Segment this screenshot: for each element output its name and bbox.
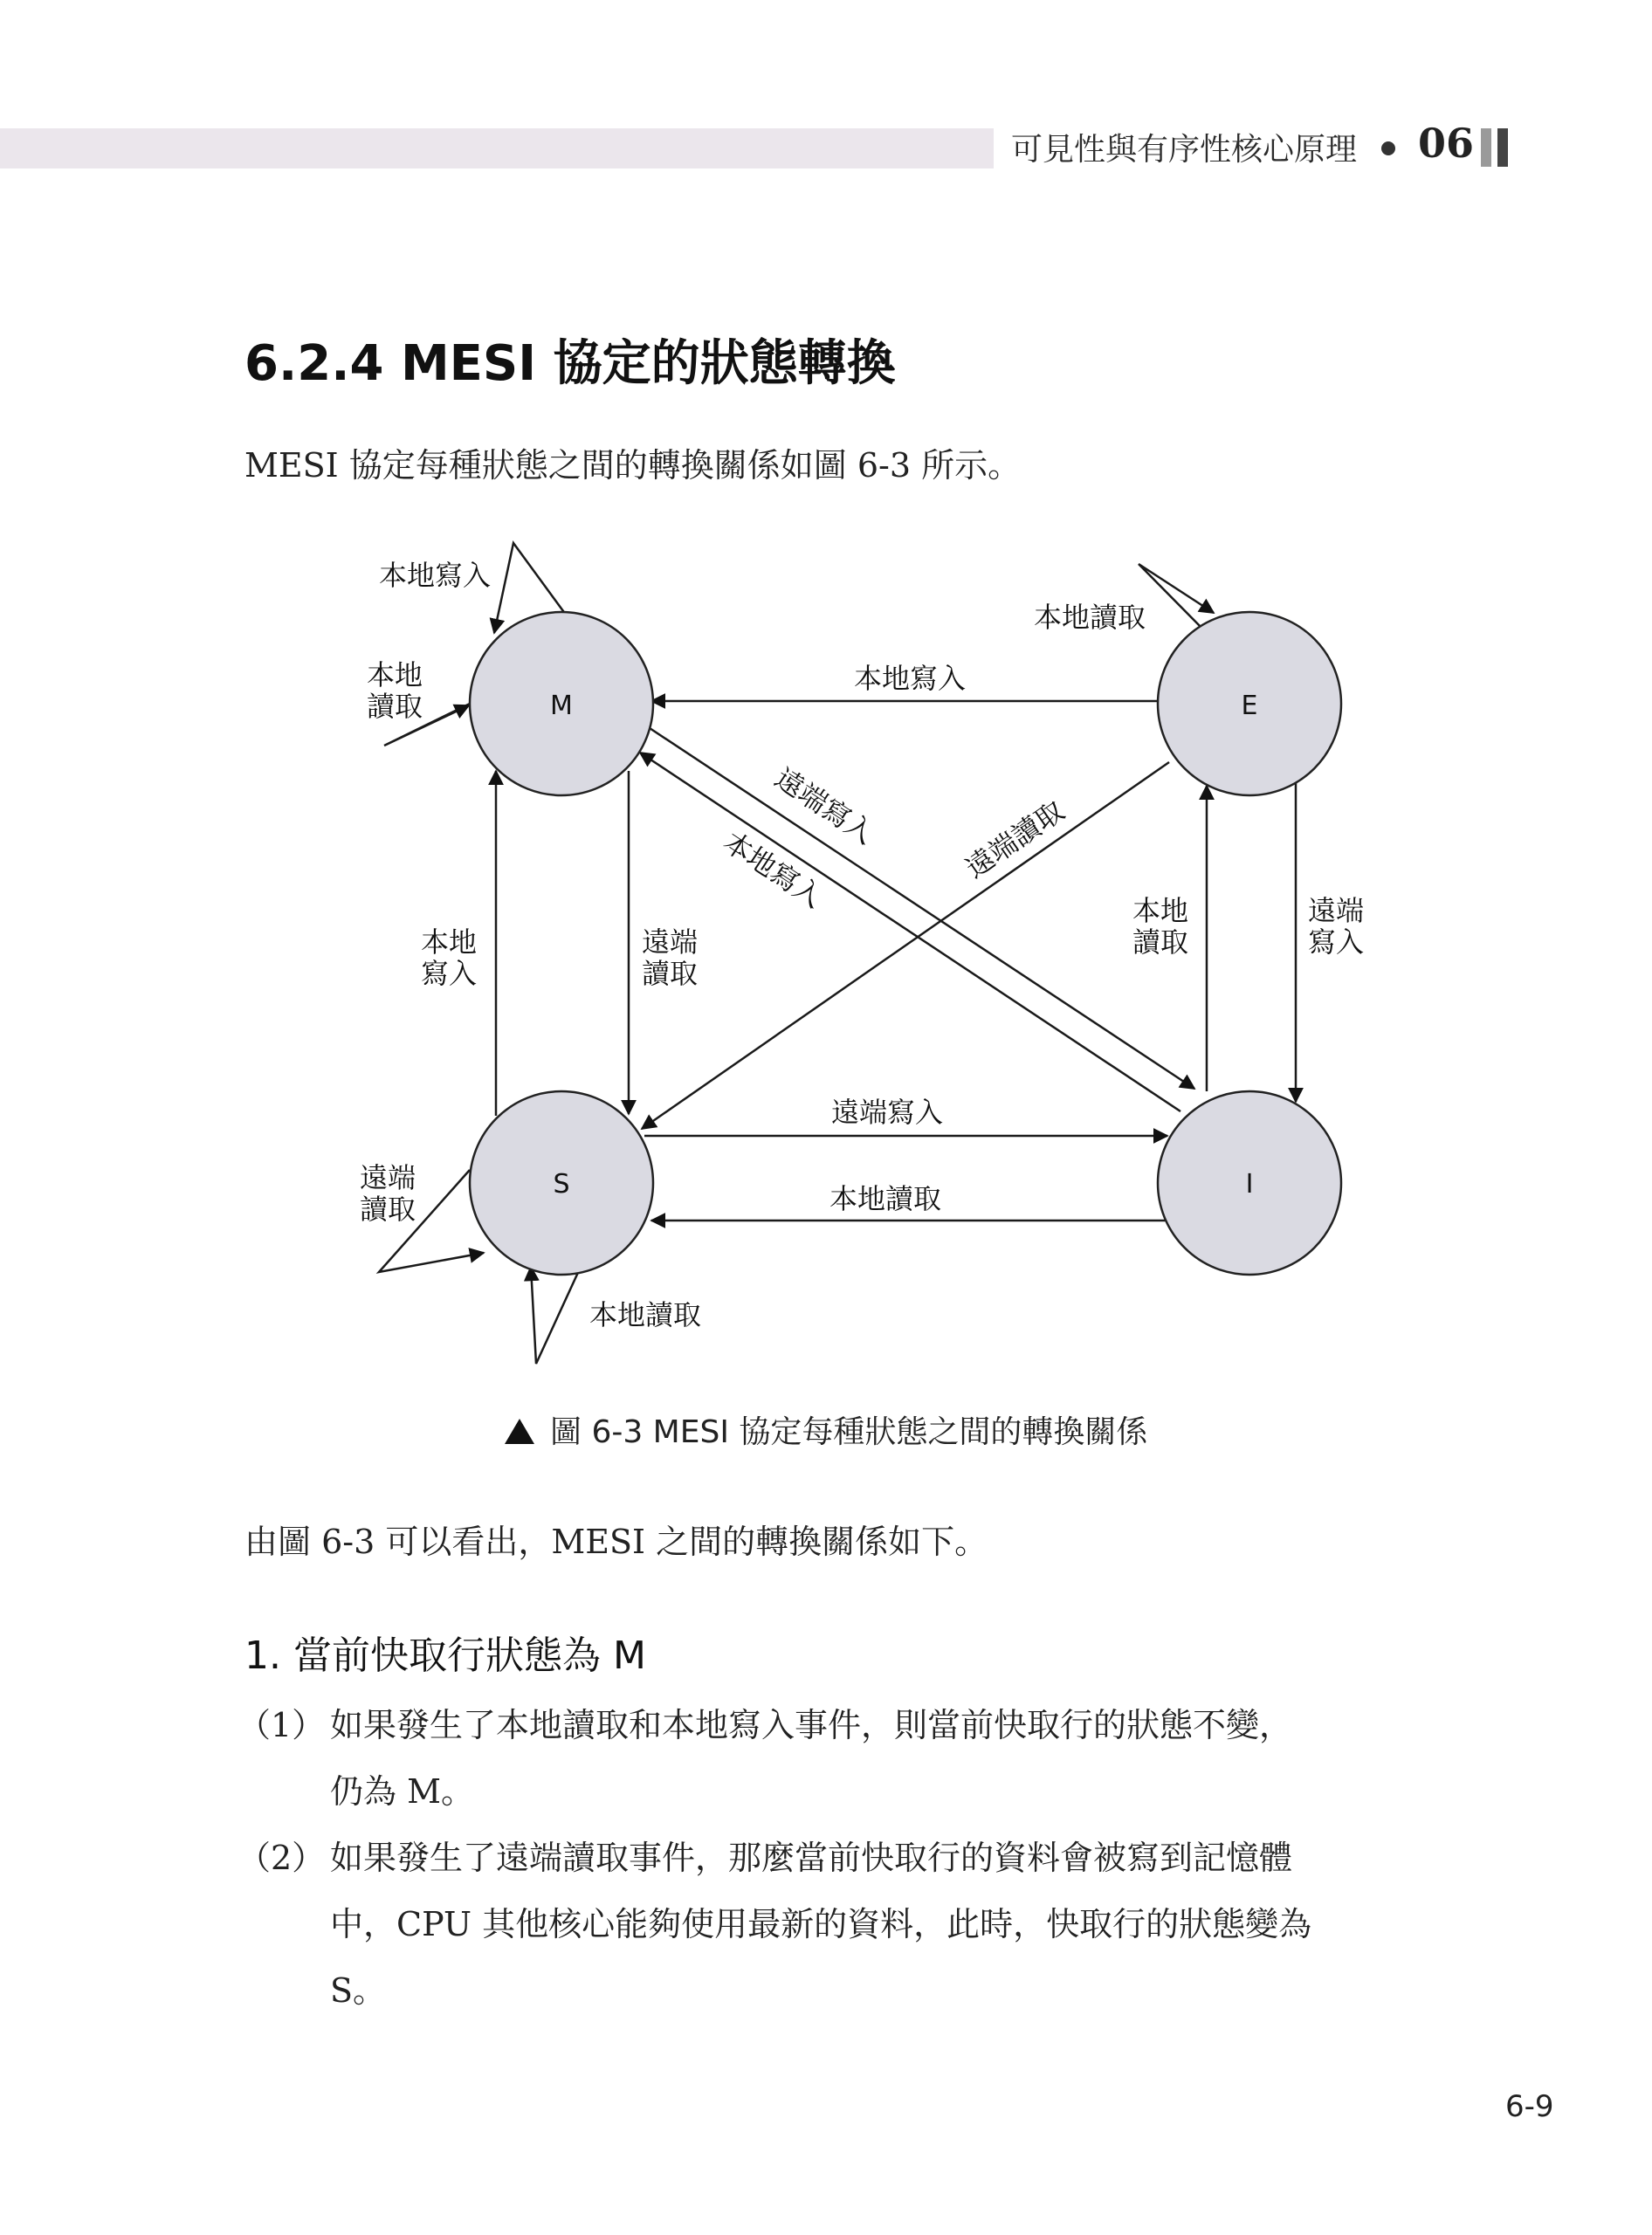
- label-s-self-remote-line1: 遠端: [360, 1161, 416, 1194]
- intro-paragraph: MESI 協定每種狀態之間的轉換關係如圖 6-3 所示。: [244, 446, 1022, 485]
- label-m-to-s-line1: 遠端: [642, 925, 699, 959]
- label-m-to-s-line2: 讀取: [642, 957, 699, 990]
- list-item-line: 如果發生了遠端讀取事件，那麼當前快取行的資料會被寫到記憶體: [330, 1839, 1293, 1877]
- label-m-self-write: 本地寫入: [379, 559, 492, 592]
- label-s-to-m-line2: 寫入: [421, 957, 478, 990]
- figure-caption: [505, 1407, 1147, 1452]
- label-i-to-s: 本地讀取: [829, 1182, 942, 1215]
- label-m-self-read-line1: 本地: [367, 658, 423, 691]
- list-item-number: （1）: [237, 1706, 326, 1744]
- edge-m-to-i: [650, 728, 1194, 1089]
- label-e-to-m: 本地寫入: [854, 662, 967, 695]
- label-s-self-local: 本地讀取: [589, 1298, 702, 1331]
- edge-e-to-s: [642, 762, 1169, 1129]
- label-m-to-i-remote-write: 遠端寫入: [768, 760, 881, 851]
- loop-s-local-read: [531, 1267, 581, 1364]
- list-item-line: 仍為 M。: [330, 1772, 474, 1811]
- section-heading: 6.2.4 MESI 協定的狀態轉換: [244, 335, 896, 392]
- label-m-self-read-line2: 讀取: [367, 690, 423, 723]
- edge-i-to-m: [640, 753, 1180, 1111]
- page-number: 6-9: [1505, 2089, 1554, 2124]
- label-i-to-m-local-write: 本地寫入: [717, 824, 829, 915]
- label-s-to-m-line1: 本地: [421, 925, 478, 959]
- list-item-number: （2）: [237, 1839, 326, 1877]
- label-s-self-remote-line2: 讀取: [360, 1193, 416, 1226]
- label-i-to-e-line2: 讀取: [1132, 925, 1189, 959]
- figure-caption-text: 圖 6-3 MESI 協定每種狀態之間的轉換關係: [550, 1414, 1148, 1450]
- triangle-icon: [505, 1419, 534, 1444]
- state-m-label: M: [550, 691, 573, 721]
- state-s-label: S: [553, 1169, 570, 1200]
- label-e-self-read: 本地讀取: [1034, 601, 1146, 634]
- label-e-to-s-remote-read: 遠端讀取: [959, 794, 1070, 885]
- list-item-line: 如果發生了本地讀取和本地寫入事件，則當前快取行的狀態不變，: [330, 1706, 1293, 1744]
- list-item-line: 中，CPU 其他核心能夠使用最新的資料，此時，快取行的狀態變為: [330, 1905, 1312, 1943]
- loop-e-local-read: [1139, 564, 1214, 632]
- state-i-label: I: [1245, 1169, 1254, 1200]
- chapter-number: 06: [1418, 120, 1475, 167]
- list-item-line: S。: [330, 1971, 387, 2010]
- running-header-title: 可見性與有序性核心原理: [1011, 132, 1358, 168]
- state-e-label: E: [1241, 691, 1258, 721]
- label-s-to-i: 遠端寫入: [831, 1096, 944, 1129]
- label-i-to-e-line1: 本地: [1132, 894, 1189, 927]
- label-e-to-i-line1: 遠端: [1308, 894, 1365, 927]
- summary-paragraph: 由圖 6-3 可以看出，MESI 之間的轉換關係如下。: [244, 1523, 988, 1561]
- subsection-heading: 1. 當前快取行狀態為 M: [244, 1633, 646, 1678]
- label-e-to-i-line2: 寫入: [1308, 925, 1365, 959]
